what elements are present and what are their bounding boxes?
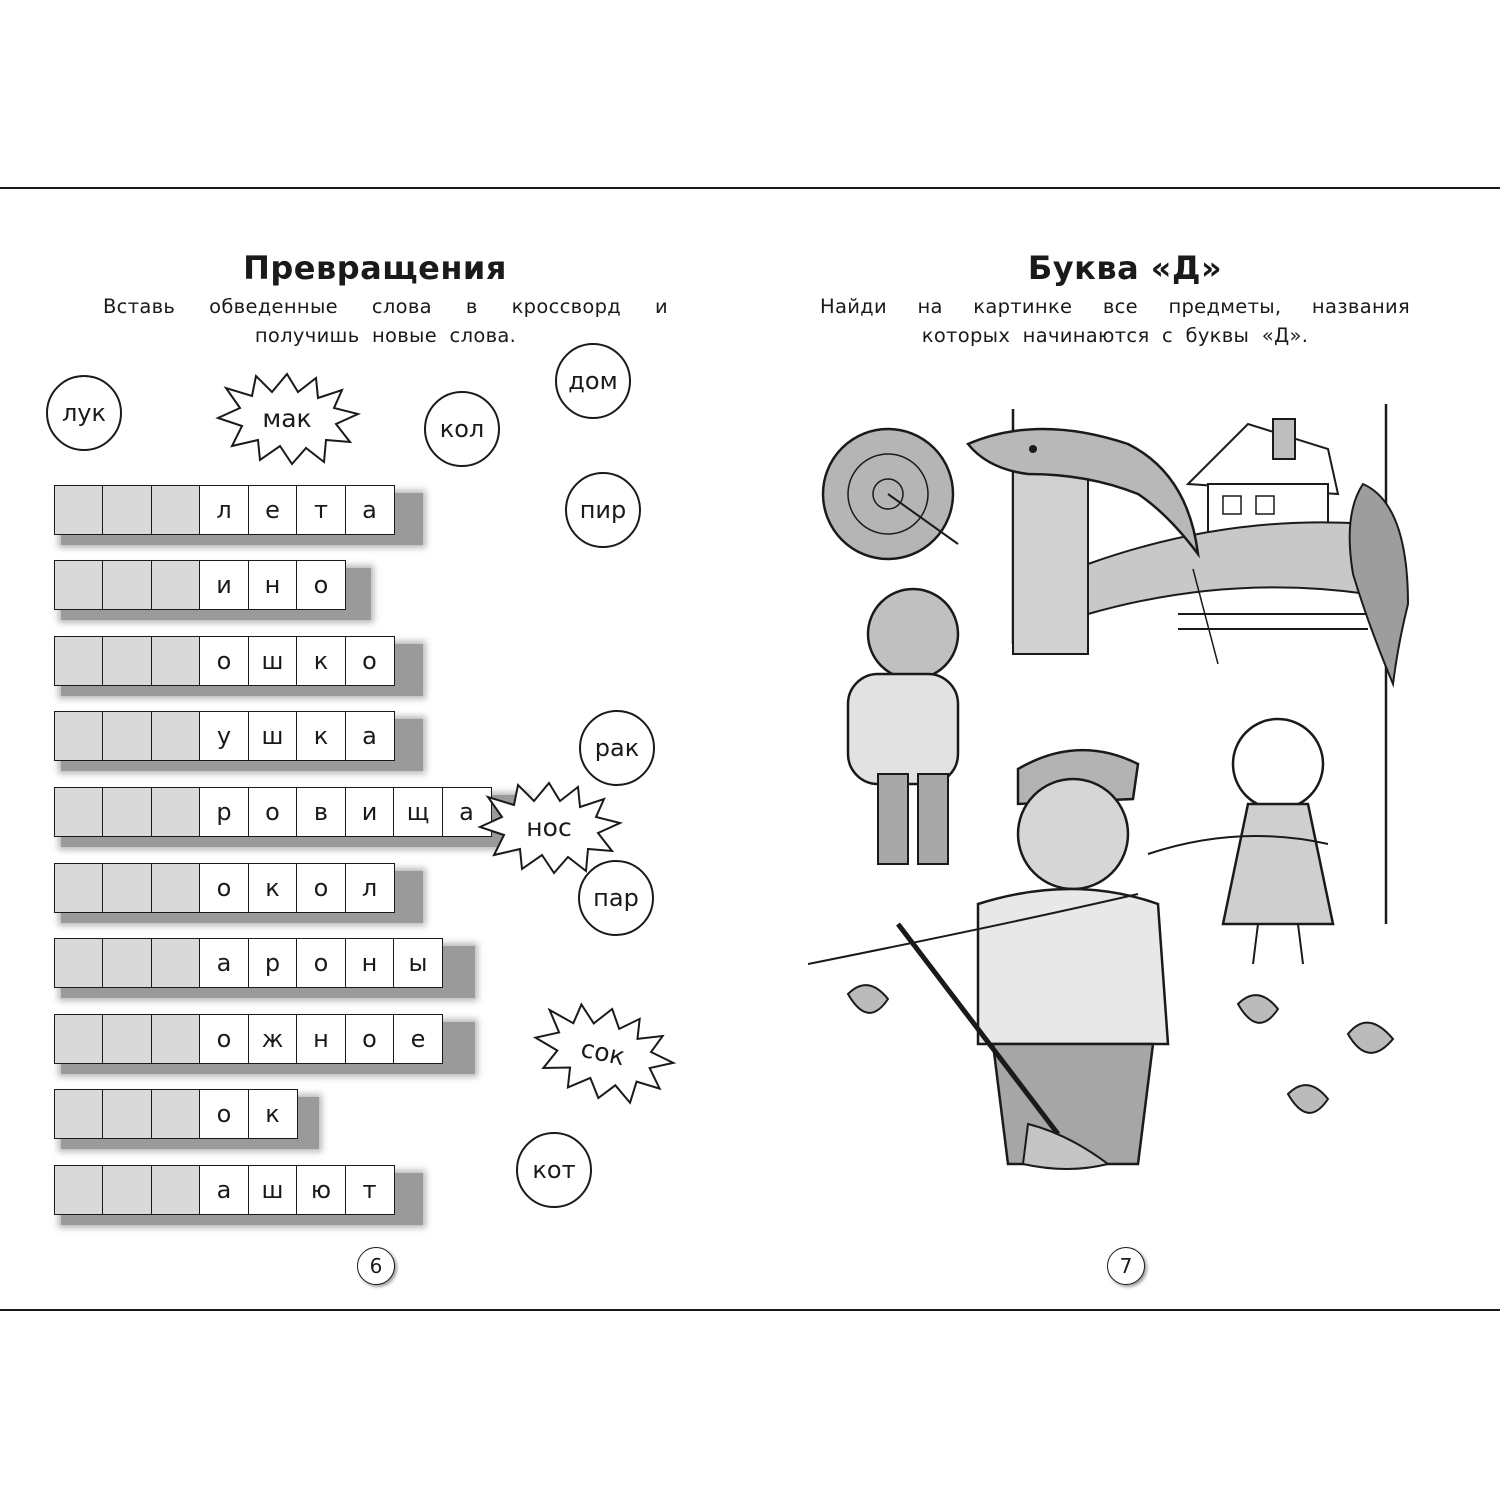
book-spread	[0, 187, 1500, 1311]
crossword-letter-cell: о	[296, 560, 346, 610]
crossword-row	[55, 787, 492, 839]
crossword-letter-cell: о	[199, 1014, 249, 1064]
crossword-row	[55, 1089, 298, 1141]
crossword-letter-cell: к	[296, 711, 346, 761]
crossword-letter-cell: ш	[248, 636, 298, 686]
crossword-row	[55, 485, 395, 537]
crossword-letter-cell: ю	[296, 1165, 346, 1215]
left-page-title: Превращения	[243, 249, 507, 287]
burst-label-mak: мак	[262, 403, 312, 433]
crossword-blank-cell[interactable]	[151, 560, 201, 610]
word-circle-dom: дом	[555, 343, 631, 419]
crossword-blank-cell[interactable]	[102, 711, 152, 761]
coloring-scene-illustration-icon	[808, 404, 1458, 1204]
crossword-blank-cell[interactable]	[54, 1014, 104, 1064]
crossword-letter-cell: е	[248, 485, 298, 535]
right-page-number: 7	[1107, 1247, 1145, 1285]
crossword-blank-cell[interactable]	[151, 711, 201, 761]
crossword-blank-cell[interactable]	[54, 863, 104, 913]
crossword-letter-cell: т	[296, 485, 346, 535]
crossword-letter-cell: н	[296, 1014, 346, 1064]
crossword-letter-cell: у	[199, 711, 249, 761]
crossword-letter-cell: и	[199, 560, 249, 610]
left-page-number: 6	[357, 1247, 395, 1285]
crossword-letter-cell: в	[296, 787, 346, 837]
crossword-blank-cell[interactable]	[151, 485, 201, 535]
crossword-letter-cell: щ	[393, 787, 443, 837]
right-page-title: Буква «Д»	[1027, 249, 1223, 287]
crossword-letter-cell: к	[248, 1089, 298, 1139]
crossword-letter-cell: л	[199, 485, 249, 535]
crossword-letter-cell: а	[199, 938, 249, 988]
crossword-letter-cell: ы	[393, 938, 443, 988]
crossword-letter-cell: ш	[248, 711, 298, 761]
crossword-blank-cell[interactable]	[102, 636, 152, 686]
crossword-letter-cell: а	[345, 711, 395, 761]
crossword-letter-cell: н	[248, 560, 298, 610]
crossword-blank-cell[interactable]	[102, 1014, 152, 1064]
crossword-row	[55, 711, 395, 763]
crossword-blank-cell[interactable]	[102, 1165, 152, 1215]
crossword-blank-cell[interactable]	[151, 1165, 201, 1215]
crossword-blank-cell[interactable]	[151, 1089, 201, 1139]
crossword-blank-cell[interactable]	[151, 636, 201, 686]
crossword-blank-cell[interactable]	[102, 787, 152, 837]
crossword-blank-cell[interactable]	[54, 485, 104, 535]
crossword-letter-cell: ш	[248, 1165, 298, 1215]
crossword-letter-cell: а	[199, 1165, 249, 1215]
left-page	[0, 189, 750, 1309]
crossword-blank-cell[interactable]	[54, 1089, 104, 1139]
crossword-letter-cell: о	[345, 1014, 395, 1064]
crossword-letter-cell: р	[248, 938, 298, 988]
crossword-row	[55, 636, 395, 688]
crossword-letter-cell: р	[199, 787, 249, 837]
word-circle-luk: лук	[46, 375, 122, 451]
crossword-row	[55, 1165, 395, 1217]
crossword-blank-cell[interactable]	[151, 787, 201, 837]
crossword-row	[55, 938, 443, 990]
crossword-letter-cell: о	[345, 636, 395, 686]
crossword-blank-cell[interactable]	[102, 938, 152, 988]
crossword-row	[55, 560, 346, 612]
crossword-letter-cell: т	[345, 1165, 395, 1215]
crossword-blank-cell[interactable]	[102, 1089, 152, 1139]
crossword-blank-cell[interactable]	[54, 636, 104, 686]
burst-word-mak	[212, 370, 362, 466]
crossword-letter-cell: о	[199, 636, 249, 686]
burst-label-sok: сок	[578, 1033, 628, 1071]
crossword-letter-cell: к	[248, 863, 298, 913]
word-circle-kol: кол	[424, 391, 500, 467]
crossword-letter-cell: и	[345, 787, 395, 837]
right-page	[750, 189, 1500, 1309]
word-circle-kot: кот	[516, 1132, 592, 1208]
right-page-instruction: Найди на картинке все предметы, названия которых начинаются с буквы «Д».	[820, 295, 1410, 347]
word-circle-par: пар	[578, 860, 654, 936]
crossword-blank-cell[interactable]	[102, 863, 152, 913]
crossword-row	[55, 1014, 443, 1066]
crossword-letter-cell: н	[345, 938, 395, 988]
word-circle-rak: рак	[579, 710, 655, 786]
crossword-letter-cell: а	[442, 787, 492, 837]
crossword-letter-cell: о	[248, 787, 298, 837]
crossword-blank-cell[interactable]	[54, 938, 104, 988]
crossword-letter-cell: о	[199, 863, 249, 913]
crossword-blank-cell[interactable]	[151, 863, 201, 913]
crossword-blank-cell[interactable]	[102, 485, 152, 535]
burst-word-sok	[520, 989, 687, 1114]
crossword-letter-cell: ж	[248, 1014, 298, 1064]
crossword-blank-cell[interactable]	[54, 787, 104, 837]
crossword-letter-cell: о	[199, 1089, 249, 1139]
crossword-letter-cell: а	[345, 485, 395, 535]
crossword-letter-cell: к	[296, 636, 346, 686]
crossword-blank-cell[interactable]	[151, 938, 201, 988]
burst-word-nos	[474, 779, 624, 875]
crossword-letter-cell: е	[393, 1014, 443, 1064]
crossword-row	[55, 863, 395, 915]
word-circle-pir: пир	[565, 472, 641, 548]
crossword-letter-cell: о	[296, 938, 346, 988]
burst-label-nos: нос	[526, 812, 572, 842]
left-page-instruction: Вставь обведенные слова в кроссворд и получишь новые слова.	[103, 295, 668, 347]
crossword-letter-cell: л	[345, 863, 395, 913]
crossword-blank-cell[interactable]	[54, 1165, 104, 1215]
crossword-letter-cell: о	[296, 863, 346, 913]
crossword-blank-cell[interactable]	[151, 1014, 201, 1064]
crossword-blank-cell[interactable]	[54, 560, 104, 610]
crossword-blank-cell[interactable]	[102, 560, 152, 610]
crossword-blank-cell[interactable]	[54, 711, 104, 761]
